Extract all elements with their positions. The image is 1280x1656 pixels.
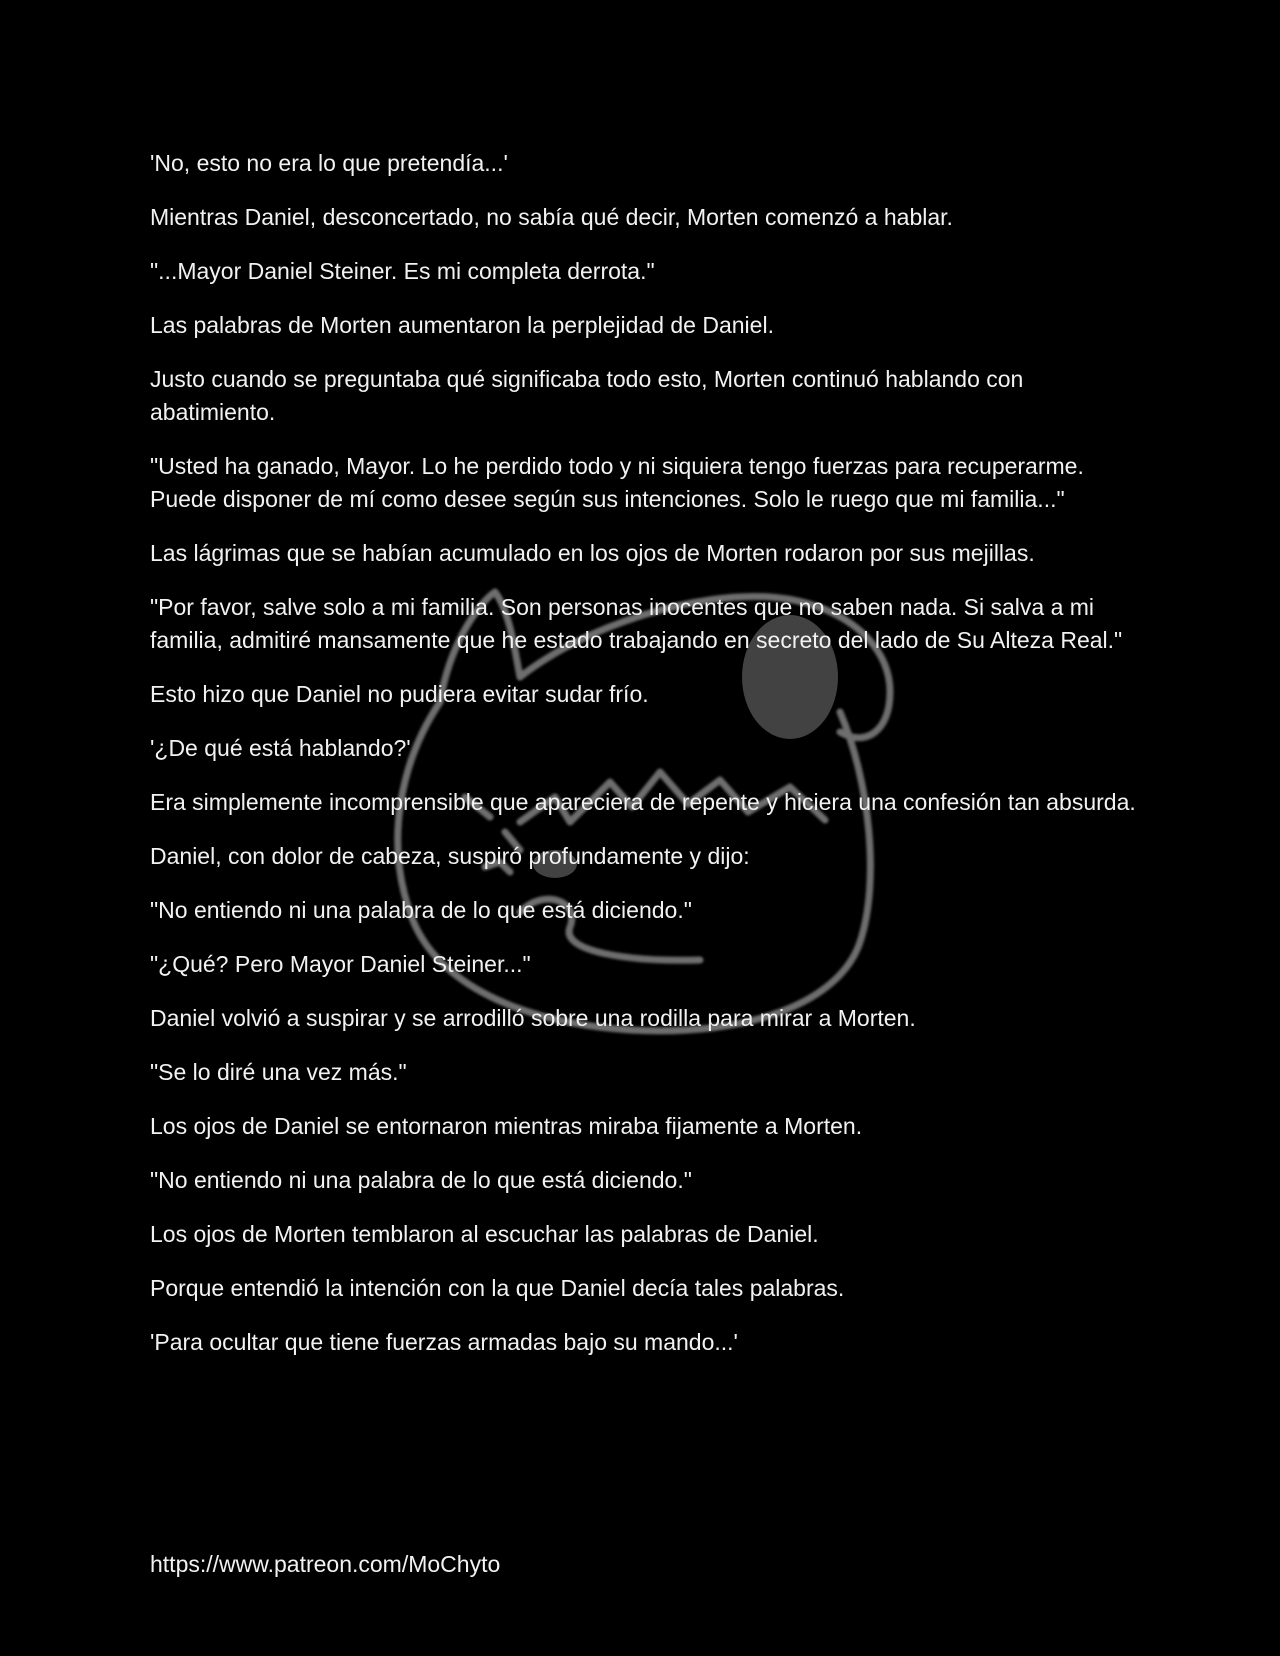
paragraph: "¿Qué? Pero Mayor Daniel Steiner..." bbox=[150, 951, 531, 977]
paragraph: Daniel, con dolor de cabeza, suspiró profundamente y dijo: bbox=[150, 843, 750, 869]
paragraph: Esto hizo que Daniel no pudiera evitar sudar frío. bbox=[150, 681, 649, 707]
paragraph: Las palabras de Morten aumentaron la perplejidad de Daniel. bbox=[150, 312, 774, 338]
paragraph: Era simplemente incomprensible que apareciera de repente y hiciera una confesión tan absurda. bbox=[150, 789, 1136, 815]
paragraph: "Por favor, salve solo a mi familia. Son personas inocentes que no saben nada. Si salva a mi familia, admitiré mansamente que he estado trabajando en secreto del lado de Su Alteza Real." bbox=[150, 594, 1123, 653]
paragraph: "Usted ha ganado, Mayor. Lo he perdido todo y ni siquiera tengo fuerzas para recuperarme. Puede disponer de mí como desee según sus intenciones. Solo le ruego que mi familia..." bbox=[150, 453, 1084, 512]
paragraph: Porque entendió la intención con la que Daniel decía tales palabras. bbox=[150, 1275, 845, 1301]
paragraph: 'No, esto no era lo que pretendía...' bbox=[150, 150, 508, 176]
paragraph: "...Mayor Daniel Steiner. Es mi completa derrota." bbox=[150, 258, 655, 284]
paragraph: '¿De qué está hablando?' bbox=[150, 735, 411, 761]
paragraph: "No entiendo ni una palabra de lo que está diciendo." bbox=[150, 897, 692, 923]
paragraph: Daniel volvió a suspirar y se arrodilló sobre una rodilla para mirar a Morten. bbox=[150, 1005, 916, 1031]
paragraph: 'Para ocultar que tiene fuerzas armadas bajo su mando...' bbox=[150, 1329, 738, 1355]
paragraph: Mientras Daniel, desconcertado, no sabía qué decir, Morten comenzó a hablar. bbox=[150, 204, 953, 230]
paragraph: "Se lo diré una vez más." bbox=[150, 1059, 407, 1085]
story-text bbox=[150, 147, 1140, 1380]
paragraph: Las lágrimas que se habían acumulado en los ojos de Morten rodaron por sus mejillas. bbox=[150, 540, 1035, 566]
paragraph: Los ojos de Morten temblaron al escuchar las palabras de Daniel. bbox=[150, 1221, 819, 1247]
paragraph: Justo cuando se preguntaba qué significaba todo esto, Morten continuó hablando con abatimiento. bbox=[150, 366, 1024, 425]
patreon-link[interactable]: https://www.patreon.com/MoChyto bbox=[150, 1551, 501, 1577]
paragraph: "No entiendo ni una palabra de lo que está diciendo." bbox=[150, 1167, 692, 1193]
paragraph: Los ojos de Daniel se entornaron mientras miraba fijamente a Morten. bbox=[150, 1113, 863, 1139]
